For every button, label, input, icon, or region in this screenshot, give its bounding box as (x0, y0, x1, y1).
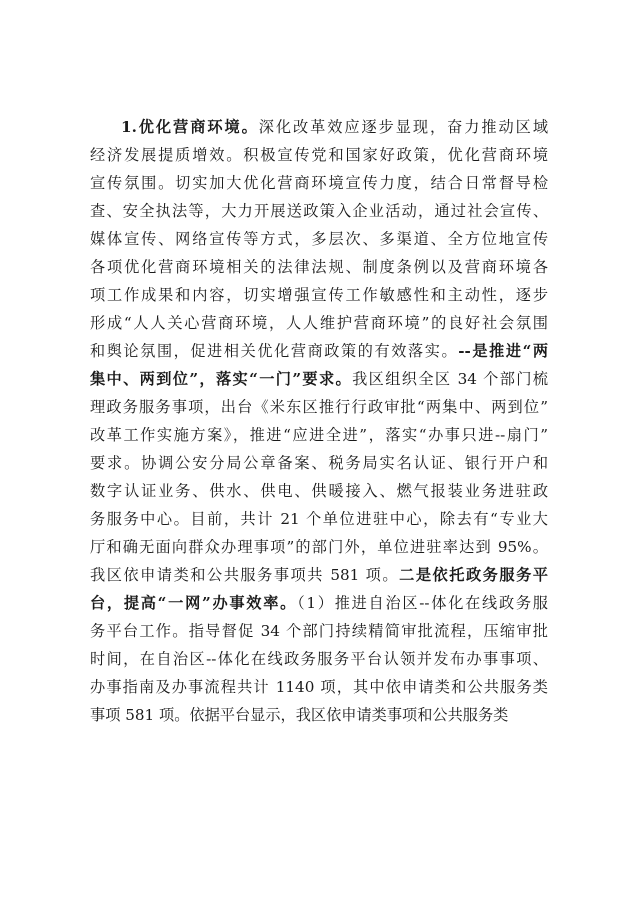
text-line (90, 197, 548, 225)
text-run: 务平台工作。指导督促 34 个部门持续精简审批流程，压缩审批 (90, 622, 548, 640)
text-run: 事项 581 项。依据平台显示，我区依申请类事项和公共服务类 (90, 706, 509, 724)
text-line (90, 533, 548, 561)
text-run: 台，提高“一网”办事效率。 (90, 594, 298, 612)
text-run: 深化改革效应逐步显现，奋力推动区域 (258, 118, 548, 136)
text-run: 厅和确无面向群众办理事项”的部门外，单位进驻率达到 95%。 (90, 538, 548, 556)
text-line (90, 589, 548, 617)
text-line (90, 645, 548, 673)
text-run: 数字认证业务、供水、供电、供暖接入、燃气报装业务进驻政 (90, 482, 548, 500)
text-line (90, 421, 548, 449)
text-line (90, 393, 548, 421)
text-run: 办事指南及办事流程共计 1140 项，其中依申请类和公共服务类 (90, 678, 548, 696)
text-line (90, 113, 548, 141)
text-line (90, 449, 548, 477)
text-run: 查、安全执法等，大力开展送政策入企业活动，通过社会宣传、 (90, 202, 548, 220)
text-run: 各项优化营商环境相关的法律法规、制度条例以及营商环境各 (90, 258, 548, 276)
text-run: 项工作成果和内容，切实增强宣传工作敏感性和主动性，逐步 (90, 286, 548, 304)
text-line (90, 141, 548, 169)
text-line (90, 617, 548, 645)
text-run: 我区组织全区 34 个部门梳 (352, 370, 548, 388)
text-run: 二是依托政务服务平 (399, 566, 548, 584)
text-line (90, 365, 548, 393)
text-line (90, 169, 548, 197)
text-line (90, 337, 548, 365)
text-run: 和舆论氛围，促进相关优化营商政策的有效落实。 (90, 342, 459, 360)
text-line (90, 561, 548, 589)
text-run: 经济发展提质增效。积极宣传党和国家好政策，优化营商环境 (90, 146, 548, 164)
text-run: 要求。协调公安分局公章备案、税务局实名认证、银行开户和 (90, 454, 548, 472)
text-run: 宣传氛围。切实加大优化营商环境宣传力度，结合日常督导检 (90, 174, 548, 192)
text-line (90, 701, 548, 729)
text-line (90, 253, 548, 281)
text-line (90, 673, 548, 701)
text-run: 形成“人人关心营商环境，人人维护营商环境”的良好社会氛围 (90, 314, 548, 332)
text-run: 媒体宣传、网络宣传等方式，多层次、多渠道、全方位地宣传 (90, 230, 548, 248)
text-run: 改革工作实施方案》，推进“应进全进”，落实“办事只进--扇门” (90, 426, 548, 444)
text-line (90, 225, 548, 253)
text-run: （1）推进自治区--体化在线政务服 (297, 594, 548, 612)
text-run: 1.优化营商环境。 (121, 118, 259, 136)
text-line (90, 505, 548, 533)
text-line (90, 309, 548, 337)
body-paragraph (90, 113, 548, 729)
text-run: 时间，在自治区--体化在线政务服务平台认领并发布办事事项、 (90, 650, 548, 668)
text-run: --是推进“两 (458, 342, 548, 360)
text-run: 务服务中心。目前，共计 21 个单位进驻中心，除去有“专业大 (90, 510, 548, 528)
text-run: 我区依申请类和公共服务事项共 581 项。 (90, 566, 400, 584)
text-line (90, 477, 548, 505)
text-run: 集中、两到位”，落实“一门”要求。 (90, 370, 353, 388)
text-run: 理政务服务事项，出台《米东区推行行政审批“两集中、两到位” (90, 398, 548, 416)
text-line (90, 281, 548, 309)
